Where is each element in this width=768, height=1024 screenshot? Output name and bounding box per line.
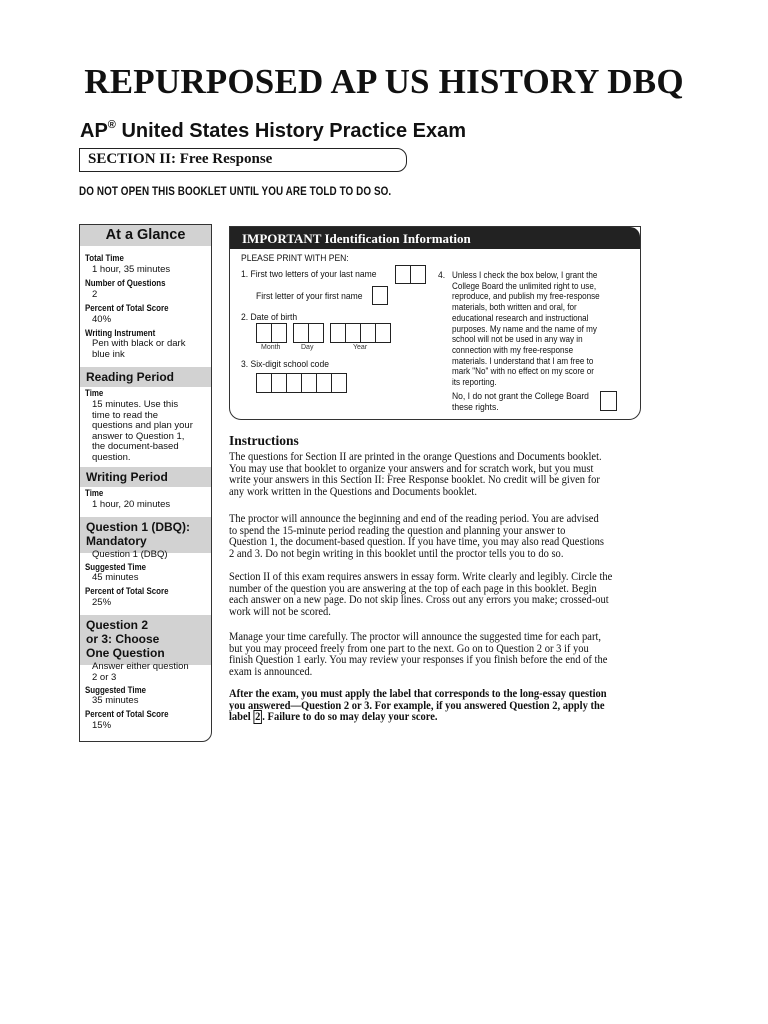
section-label: SECTION II: Free Response <box>88 151 273 167</box>
reading-time-line: the document-based <box>92 441 179 452</box>
writing-period-heading: Writing Period <box>80 467 211 487</box>
consent-line: reproduce, and publish my free-response <box>452 291 600 302</box>
paragraph-line: but you may proceed freely from one part to the next. Go on to Question 2 or 3 if you <box>229 642 589 655</box>
do-not-open-warning: DO NOT OPEN THIS BOOKLET UNTIL YOU ARE TOLD TO DO SO. <box>79 186 392 198</box>
q2-percent-value: 15% <box>92 720 112 731</box>
paragraph-line: any work written in the Questions and Documents booklet. <box>229 486 477 499</box>
percent-score-value: 40% <box>92 314 112 325</box>
writing-instrument-value-1: Pen with black or dark <box>92 338 186 349</box>
consent-line: materials, both written and oral, for <box>452 302 577 313</box>
dob-year-box-4[interactable] <box>375 323 391 343</box>
at-a-glance-heading: At a Glance <box>80 225 211 246</box>
paragraph-line: The proctor will announce the beginning and end of the reading period. You are advised <box>229 513 599 525</box>
dob-day-box-2[interactable] <box>308 323 324 343</box>
consent-line: mark "No" with no effect on my score or <box>452 366 595 377</box>
consent-line: purposes. My name and the name of my <box>452 323 597 334</box>
last-name-box-2[interactable] <box>410 265 426 284</box>
consent-line: Unless I check the box below, I grant the <box>452 270 598 280</box>
paragraph-line: Manage your time carefully. The proctor will announce the suggested time for each part, <box>229 631 602 643</box>
percent-score-label: Percent of Total Score <box>85 303 169 313</box>
at-a-glance-panel <box>79 224 212 742</box>
paragraph-line: work will not be scored. <box>229 606 331 619</box>
reading-time-line: questions and plan your <box>92 420 193 431</box>
instructions-paragraph-1 <box>229 452 639 499</box>
paragraph-line: The questions for Section II are printed in the orange Questions and Documents booklet. <box>229 451 602 463</box>
item4-number: 4. <box>438 270 446 280</box>
total-time-value: 1 hour, 35 minutes <box>92 264 171 275</box>
dob-day-box-1[interactable] <box>293 323 309 343</box>
dob-year-box-2[interactable] <box>345 323 361 343</box>
consent-line: its reporting. <box>452 377 497 388</box>
exam-title-prefix: AP <box>80 120 108 142</box>
school-code-box-1[interactable] <box>256 373 272 393</box>
writing-instrument-value-2: blue ink <box>92 349 125 360</box>
num-questions-label: Number of Questions <box>85 278 166 288</box>
item1-last-name-label: 1. First two letters of your last name <box>241 269 377 279</box>
dob-month-box-2[interactable] <box>271 323 287 343</box>
question1-heading <box>80 517 211 553</box>
num-questions-value: 2 <box>92 289 98 300</box>
q2-percent-label: Percent of Total Score <box>85 709 169 719</box>
exam-title-rest: United States History Practice Exam <box>115 120 467 142</box>
dob-month-label: Month <box>261 344 281 351</box>
paragraph-line: each answer on a new page. Do not skip lines. Cross out any errors you make; crossed-out <box>229 594 609 607</box>
item4-consent-text <box>452 270 622 388</box>
question2-value-2: 2 or 3 <box>92 671 117 683</box>
question1-value: Question 1 (DBQ) <box>92 549 168 560</box>
no-grant-line-1: No, I do not grant the College Board <box>452 391 589 401</box>
question1-heading-line2: Mandatory <box>86 534 147 548</box>
consent-line: materials. I understand that I am free to <box>452 355 594 366</box>
main-title: REPURPOSED AP US HISTORY DBQ <box>84 62 684 101</box>
dob-year-box-1[interactable] <box>330 323 346 343</box>
item3-school-code-label: 3. Six-digit school code <box>241 359 329 369</box>
item1-first-name-label: First letter of your first name <box>256 291 363 301</box>
reading-time-line: time to read the <box>92 409 159 421</box>
school-code-box-5[interactable] <box>316 373 332 393</box>
identification-header <box>230 227 640 249</box>
dob-month-box-1[interactable] <box>256 323 272 343</box>
paragraph-line: After the exam, you must apply the label that corresponds to the long-essay question <box>229 688 607 700</box>
instructions-paragraph-4 <box>229 632 639 679</box>
label-text-a: label <box>229 711 254 724</box>
item2-dob-label: 2. Date of birth <box>241 312 298 322</box>
consent-line: educational research and instructional <box>452 312 589 323</box>
school-code-box-4[interactable] <box>301 373 317 393</box>
paragraph-line <box>229 712 614 724</box>
paragraph-line: 2 and 3. Do not begin writing in this booklet until the proctor tells you to do so. <box>229 548 564 561</box>
paragraph-line: number of the question you are answering at the top of each page in this booklet. Begin <box>229 582 597 595</box>
writing-time-label: Time <box>85 488 104 498</box>
q1-suggested-time-value: 45 minutes <box>92 572 139 583</box>
instructions-paragraph-5 <box>229 689 639 724</box>
writing-time-value: 1 hour, 20 minutes <box>92 499 171 510</box>
label-box-2: 2 <box>255 711 261 724</box>
consent-line: school will not be used in any way in <box>452 334 583 345</box>
q1-percent-label: Percent of Total Score <box>85 586 169 596</box>
dob-year-label: Year <box>353 344 368 351</box>
question2-heading-line3: One Question <box>86 646 165 660</box>
reading-time-line: 15 minutes. Use this <box>92 399 179 410</box>
dob-year-box-3[interactable] <box>360 323 376 343</box>
consent-line: College Board the unlimited right to use, <box>452 280 597 291</box>
reading-period-heading: Reading Period <box>80 367 211 387</box>
total-time-label: Total Time <box>85 253 124 263</box>
school-code-box-2[interactable] <box>271 373 287 393</box>
registered-mark: ® <box>107 119 116 131</box>
paragraph-line: write your answers in this Section II: Free Response booklet. No credit will be given for <box>229 474 600 487</box>
no-grant-line-2: these rights. <box>452 402 499 412</box>
exam-title <box>80 119 466 143</box>
paragraph-line: you answered—Question 2 or 3. For example, if you answered Question 2, apply the <box>229 699 605 712</box>
print-with-pen: PLEASE PRINT WITH PEN: <box>241 253 349 263</box>
question2-heading <box>80 615 211 665</box>
dob-day-label: Day <box>301 344 314 351</box>
q2-suggested-time-label: Suggested Time <box>85 685 147 695</box>
consent-line: connection with my free-response <box>452 344 574 355</box>
paragraph-line: to spend the 15-minute period reading the question and planning your answer to <box>229 524 566 537</box>
paragraph-line: You may use that booklet to organize your answers and for scratch work, but you must <box>229 462 594 475</box>
instructions-heading: Instructions <box>229 433 299 448</box>
paragraph-line: Section II of this exam requires answers in essay form. Write clearly and legibly. Circle the <box>229 571 613 583</box>
q1-percent-value: 25% <box>92 597 112 608</box>
label-text-b: . Failure to do so may delay your score. <box>262 711 438 724</box>
instructions-paragraph-3 <box>229 572 639 619</box>
question1-heading-line1: Question 1 (DBQ): <box>86 520 190 534</box>
q2-suggested-time-value: 35 minutes <box>92 695 139 706</box>
reading-time-label: Time <box>85 388 104 398</box>
paragraph-line: finish Question 1 early. You may review your responses if you finish before the end of the <box>229 654 608 667</box>
q1-suggested-time-label: Suggested Time <box>85 562 147 572</box>
paragraph-line: Question 1, the document-based question. If you have time, you may also read Questions <box>229 536 605 549</box>
school-code-box-3[interactable] <box>286 373 302 393</box>
identification-title: IMPORTANT Identification Information <box>242 231 471 246</box>
paragraph-line: exam is announced. <box>229 666 313 679</box>
writing-instrument-label: Writing Instrument <box>85 328 156 338</box>
no-grant-checkbox[interactable] <box>600 391 617 411</box>
first-name-box[interactable] <box>372 286 388 305</box>
reading-time-line: question. <box>92 451 131 463</box>
reading-time-line: answer to Question 1, <box>92 430 185 442</box>
school-code-box-6[interactable] <box>331 373 347 393</box>
instructions-paragraph-2 <box>229 514 639 561</box>
question2-heading-line2: or 3: Choose <box>86 632 160 646</box>
question2-value-1: Answer either question <box>92 661 189 672</box>
last-name-box-1[interactable] <box>395 265 411 284</box>
question2-heading-line1: Question 2 <box>86 618 149 632</box>
